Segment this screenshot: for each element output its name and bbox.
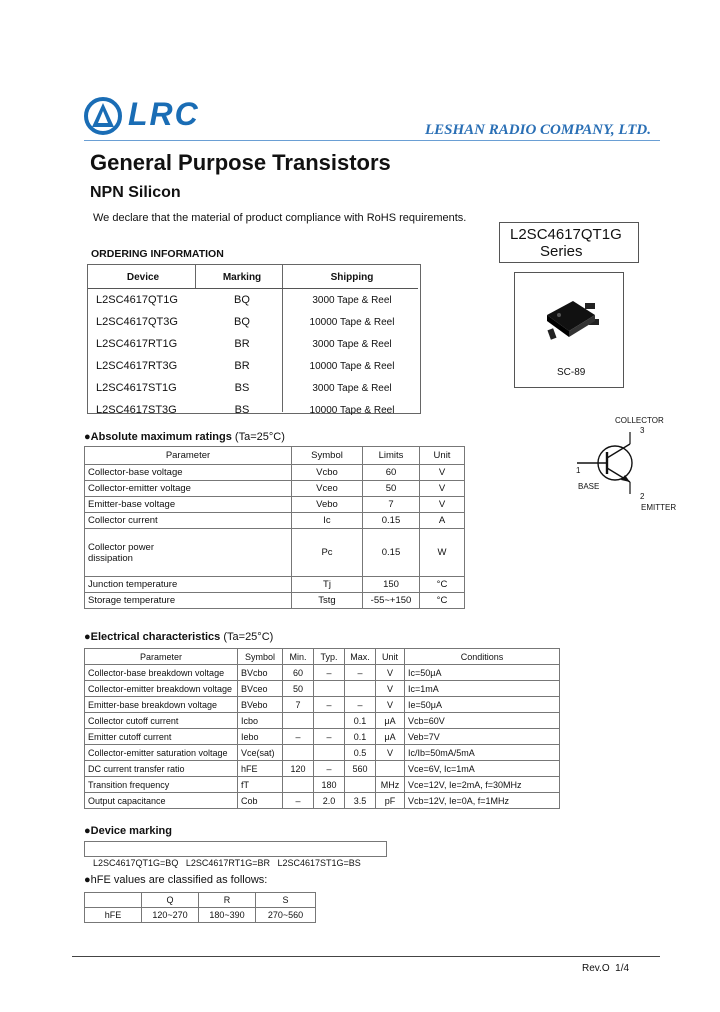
elec-header-typ: Typ.: [314, 649, 345, 665]
abs-header-unit: Unit: [420, 447, 465, 465]
elec-unit: [376, 761, 405, 777]
ordering-marking: BS: [234, 382, 250, 394]
elec-max: [345, 681, 376, 697]
elec-heading: [84, 631, 273, 643]
revision: Rev.O 1/4: [582, 963, 630, 974]
elec-max: 0.5: [345, 745, 376, 761]
collector-pin: 3: [640, 426, 645, 435]
hfe-label: hFE: [85, 908, 142, 923]
elec-header-parameter: Parameter: [85, 649, 238, 665]
elec-unit: μA: [376, 729, 405, 745]
elec-symbol: Iebo: [238, 729, 283, 745]
ordering-row: [88, 333, 418, 355]
company-name: LESHAN RADIO COMPANY, LTD.: [425, 122, 652, 138]
elec-row: [85, 713, 560, 729]
ordering-marking: BS: [234, 404, 250, 416]
hfe-table: [84, 892, 316, 923]
elec-header-min: Min.: [283, 649, 314, 665]
elec-min: –: [283, 793, 314, 809]
elec-min: 60: [283, 665, 314, 681]
package-box: [514, 272, 624, 388]
elec-max: 0.1: [345, 729, 376, 745]
logo: [84, 94, 214, 138]
abs-symbol: Pc: [292, 529, 363, 577]
package-label: SC-89: [557, 367, 586, 378]
elec-header-symbol: Symbol: [238, 649, 283, 665]
abs-symbol: Tj: [292, 577, 363, 593]
logo-text: LRC: [128, 96, 200, 132]
abs-row: [85, 481, 465, 497]
elec-unit: MHz: [376, 777, 405, 793]
rohs-note: We declare that the material of product compliance with RoHS requirements.: [93, 212, 467, 224]
elec-parameter: DC current transfer ratio: [85, 761, 238, 777]
hfe-header-blank: [85, 893, 142, 908]
footer-rule: [72, 956, 660, 957]
ordering-marking: BQ: [234, 294, 250, 306]
elec-title: Electrical characteristics: [90, 631, 221, 643]
ordering-device: L2SC4617QT3G: [96, 316, 178, 328]
abs-unit: V: [420, 465, 465, 481]
ordering-table: [88, 266, 418, 421]
elec-row: [85, 697, 560, 713]
elec-unit: V: [376, 665, 405, 681]
ordering-device: L2SC4617ST1G: [96, 382, 177, 394]
elec-symbol: BVebo: [238, 697, 283, 713]
elec-parameter: Emitter-base breakdown voltage: [85, 697, 238, 713]
ordering-marking: BQ: [234, 316, 250, 328]
elec-typ: 2.0: [314, 793, 345, 809]
elec-min: 120: [283, 761, 314, 777]
ordering-row: [88, 289, 418, 312]
elec-row: [85, 745, 560, 761]
abs-limit: 60: [363, 465, 420, 481]
abs-unit: V: [420, 497, 465, 513]
ordering-row: [88, 377, 418, 399]
abs-symbol: Vebo: [292, 497, 363, 513]
ordering-row: [88, 311, 418, 333]
elec-min: –: [283, 729, 314, 745]
abs-unit: °C: [420, 577, 465, 593]
elec-parameter: Collector cutoff current: [85, 713, 238, 729]
hfe-q-range: 120~270: [142, 908, 199, 923]
elec-max: 0.1: [345, 713, 376, 729]
abs-row: [85, 529, 465, 577]
ordering-header-marking: Marking: [198, 266, 286, 289]
sc89-package-icon: [515, 273, 623, 363]
ordering-marking: BR: [234, 338, 250, 350]
abs-unit: W: [420, 529, 465, 577]
elec-parameter: Collector-base breakdown voltage: [85, 665, 238, 681]
abs-unit: A: [420, 513, 465, 529]
abs-header-symbol: Symbol: [292, 447, 363, 465]
elec-parameter: Collector-emitter saturation voltage: [85, 745, 238, 761]
elec-unit: V: [376, 697, 405, 713]
ordering-shipping: 3000 Tape & Reel: [312, 294, 392, 306]
abs-unit: °C: [420, 593, 465, 609]
elec-row: [85, 729, 560, 745]
abs-parameter: Storage temperature: [85, 593, 292, 609]
hfe-s-range: 270~560: [256, 908, 316, 923]
header-rule: [84, 140, 660, 141]
marking-title: Device marking: [90, 825, 172, 837]
bullet-icon: ●: [84, 874, 91, 886]
ordering-shipping: 10000 Tape & Reel: [309, 316, 395, 328]
elec-conditions: Veb=7V: [405, 729, 560, 745]
abs-limit: -55~+150: [363, 593, 420, 609]
bullet-icon: ●: [84, 431, 91, 443]
elec-conditions: Vcb=60V: [405, 713, 560, 729]
elec-typ: [314, 713, 345, 729]
elec-max: [345, 777, 376, 793]
elec-parameter: Output capacitance: [85, 793, 238, 809]
abs-limit: 7: [363, 497, 420, 513]
abs-row: [85, 497, 465, 513]
abs-max-table: [84, 446, 465, 609]
hfe-header-r: R: [199, 893, 256, 908]
ordering-header-shipping: Shipping: [286, 266, 418, 289]
elec-typ: 180: [314, 777, 345, 793]
ordering-device: L2SC4617ST3G: [96, 404, 177, 416]
elec-min: 7: [283, 697, 314, 713]
base-pin: 1: [576, 466, 581, 475]
hfe-r-range: 180~390: [199, 908, 256, 923]
elec-symbol: hFE: [238, 761, 283, 777]
base-label: BASE: [578, 482, 600, 491]
emitter-pin: 2: [640, 492, 645, 501]
abs-limit: 150: [363, 577, 420, 593]
ordering-row: [88, 399, 418, 421]
elec-symbol: BVceo: [238, 681, 283, 697]
marking-heading: [84, 825, 172, 837]
ordering-device: L2SC4617QT1G: [96, 294, 178, 306]
page-subtitle: NPN Silicon: [90, 184, 181, 201]
elec-parameter: Collector-emitter breakdown voltage: [85, 681, 238, 697]
abs-max-condition: (Ta=25°C): [234, 431, 285, 443]
elec-row: [85, 681, 560, 697]
elec-parameter: Emitter cutoff current: [85, 729, 238, 745]
elec-typ: –: [314, 665, 345, 681]
abs-parameter: Collector-base voltage: [85, 465, 292, 481]
elec-row: [85, 793, 560, 809]
elec-conditions: Vcb=12V, Ie=0A, f=1MHz: [405, 793, 560, 809]
abs-limit: 0.15: [363, 529, 420, 577]
hfe-header-s: S: [256, 893, 316, 908]
elec-typ: [314, 745, 345, 761]
series-part-number: L2SC4617QT1G: [510, 226, 622, 243]
abs-row: [85, 577, 465, 593]
series-box: [499, 222, 639, 263]
abs-parameter: Collector current: [85, 513, 292, 529]
abs-symbol: Vceo: [292, 481, 363, 497]
ordering-shipping: 10000 Tape & Reel: [309, 404, 395, 416]
ordering-marking: BR: [234, 360, 250, 372]
elec-min: 50: [283, 681, 314, 697]
elec-header-unit: Unit: [376, 649, 405, 665]
marking-box: [84, 841, 387, 868]
bullet-icon: ●: [84, 631, 91, 643]
elec-symbol: BVcbo: [238, 665, 283, 681]
elec-typ: –: [314, 729, 345, 745]
abs-row: [85, 465, 465, 481]
series-label: Series: [540, 243, 583, 260]
elec-condition: (Ta=25°C): [223, 631, 274, 643]
abs-parameter: Collector-emitter voltage: [85, 481, 292, 497]
elec-header-max: Max.: [345, 649, 376, 665]
abs-symbol: Vcbo: [292, 465, 363, 481]
hfe-title: hFE values are classified as follows:: [90, 874, 268, 886]
elec-unit: μA: [376, 713, 405, 729]
elec-max: 560: [345, 761, 376, 777]
elec-conditions: Ic=50μA: [405, 665, 560, 681]
elec-max: –: [345, 697, 376, 713]
abs-max-title: Absolute maximum ratings: [90, 431, 232, 443]
page-title: General Purpose Transistors: [90, 150, 391, 175]
ordering-device: L2SC4617RT1G: [96, 338, 178, 350]
ordering-header-device: Device: [88, 266, 198, 289]
bullet-icon: ●: [84, 825, 91, 837]
elec-typ: –: [314, 761, 345, 777]
elec-symbol: Cob: [238, 793, 283, 809]
ordering-shipping: 3000 Tape & Reel: [312, 382, 392, 394]
abs-limit: 50: [363, 481, 420, 497]
hfe-row: [85, 908, 316, 923]
abs-max-heading: [84, 431, 285, 443]
hfe-heading: [84, 874, 267, 886]
abs-parameter: Collector power dissipation: [85, 529, 292, 577]
collector-label: COLLECTOR: [615, 416, 664, 425]
elec-symbol: Vce(sat): [238, 745, 283, 761]
abs-limit: 0.15: [363, 513, 420, 529]
abs-symbol: Ic: [292, 513, 363, 529]
elec-unit: pF: [376, 793, 405, 809]
abs-row: [85, 593, 465, 609]
elec-max: –: [345, 665, 376, 681]
elec-row: [85, 777, 560, 793]
elec-conditions: Ic/Ib=50mA/5mA: [405, 745, 560, 761]
elec-parameter: Transition frequency: [85, 777, 238, 793]
ordering-device: L2SC4617RT3G: [96, 360, 178, 372]
elec-max: 3.5: [345, 793, 376, 809]
elec-typ: [314, 681, 345, 697]
elec-unit: V: [376, 745, 405, 761]
elec-min: [283, 713, 314, 729]
elec-conditions: Vce=12V, Ie=2mA, f=30MHz: [405, 777, 560, 793]
ordering-shipping: 3000 Tape & Reel: [312, 338, 392, 350]
emitter-label: EMITTER: [641, 503, 677, 512]
lrc-logo-icon: [84, 97, 122, 135]
elec-unit: V: [376, 681, 405, 697]
ordering-heading: ORDERING INFORMATION: [91, 248, 224, 260]
abs-row: [85, 513, 465, 529]
abs-symbol: Tstg: [292, 593, 363, 609]
abs-unit: V: [420, 481, 465, 497]
elec-row: [85, 665, 560, 681]
marking-text: L2SC4617QT1G=BQ L2SC4617RT1G=BR L2SC4617ST1G=BS: [93, 858, 361, 868]
elec-typ: –: [314, 697, 345, 713]
elec-header-conditions: Conditions: [405, 649, 560, 665]
elec-conditions: Ie=50μA: [405, 697, 560, 713]
elec-row: [85, 761, 560, 777]
ordering-shipping: 10000 Tape & Reel: [309, 360, 395, 372]
abs-parameter: Emitter-base voltage: [85, 497, 292, 513]
elec-conditions: Vce=6V, Ic=1mA: [405, 761, 560, 777]
elec-symbol: Icbo: [238, 713, 283, 729]
elec-symbol: fT: [238, 777, 283, 793]
abs-header-limits: Limits: [363, 447, 420, 465]
abs-header-parameter: Parameter: [85, 447, 292, 465]
elec-table: [84, 648, 560, 809]
hfe-header-q: Q: [142, 893, 199, 908]
elec-min: [283, 777, 314, 793]
ordering-row: [88, 355, 418, 377]
elec-conditions: Ic=1mA: [405, 681, 560, 697]
abs-parameter: Junction temperature: [85, 577, 292, 593]
elec-min: [283, 745, 314, 761]
